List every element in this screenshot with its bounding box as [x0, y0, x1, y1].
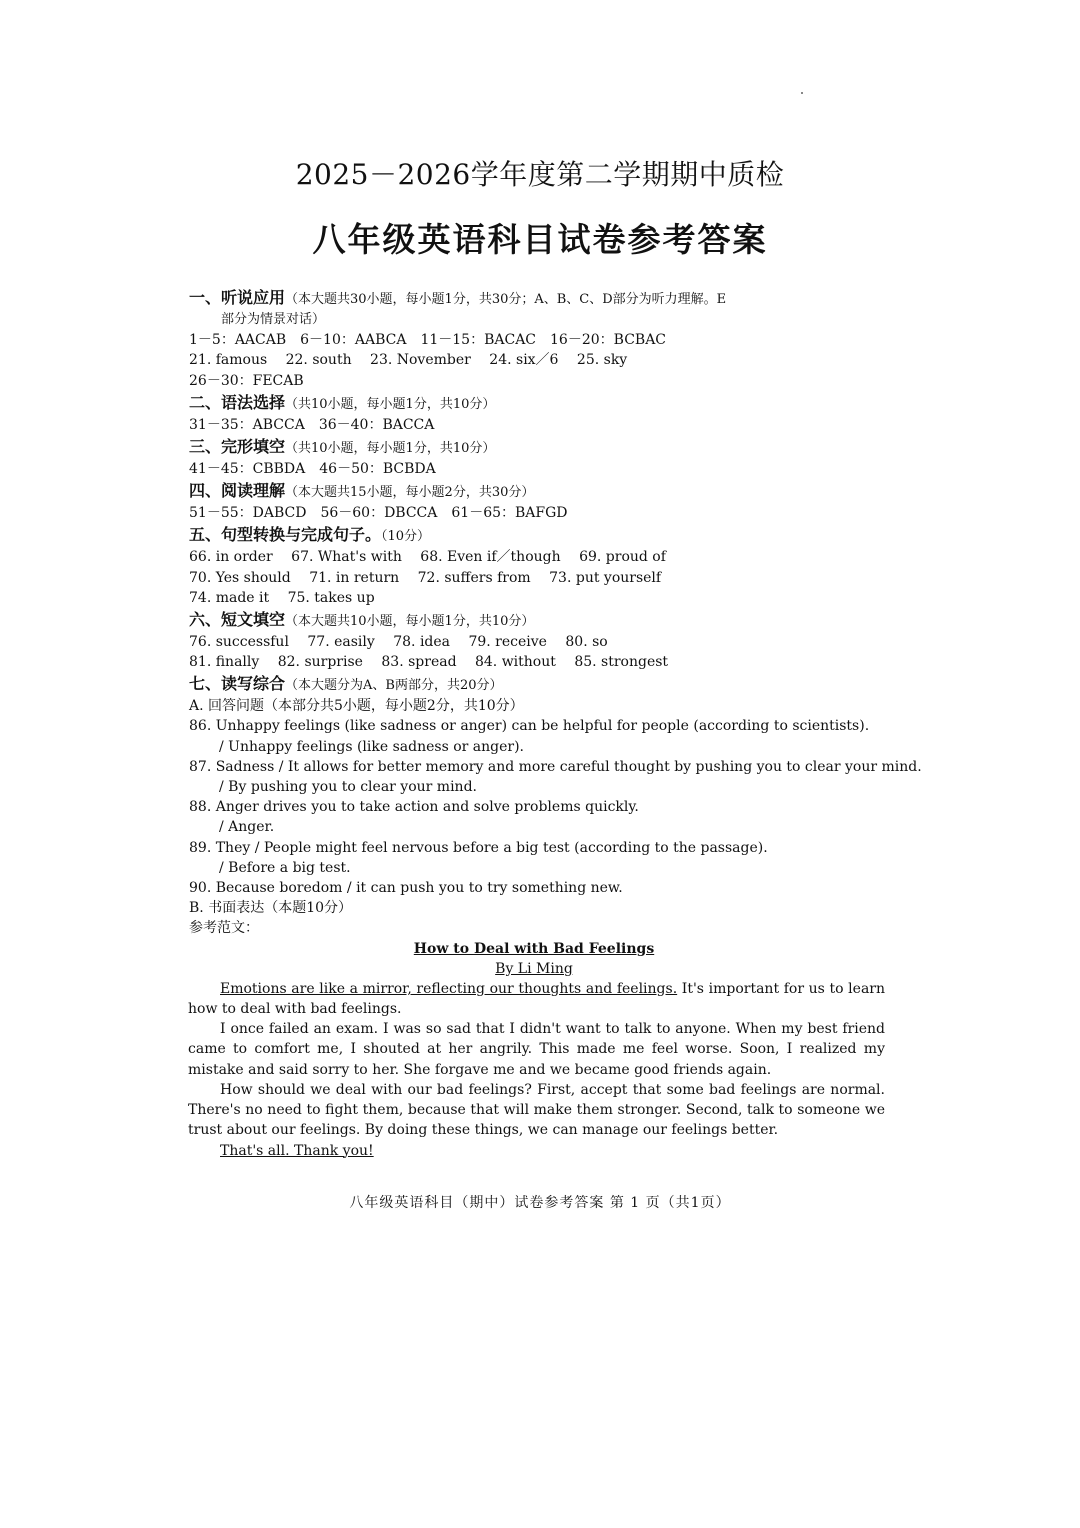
section-3-heading: [189, 435, 889, 459]
answer-89-alt: / Before a big test.: [219, 859, 351, 876]
section-note: （共10小题，每小题1分，共10分）: [285, 396, 496, 412]
essay-paragraph-2: [188, 1019, 885, 1080]
answer-line: 21. famous 22. south 23. November 24. six／6 25. sky: [189, 352, 628, 369]
answer-line: 31－35：ABCCA 36－40：BACCA: [189, 416, 435, 433]
answer-88: 88. Anger drives you to take action and solve problems quickly.: [189, 799, 639, 816]
section-6-heading: [189, 608, 889, 632]
answer-86-alt: / Unhappy feelings (like sadness or anger).: [219, 738, 524, 755]
answer-86: 86. Unhappy feelings (like sadness or anger) can be helpful for people (according to scientists).: [189, 718, 870, 735]
answer-88-alt: / Anger.: [219, 819, 275, 836]
answer-line: 1－5：AACAB 6－10：AABCA 11－15：BACAC 16－20：BCBAC: [189, 332, 667, 349]
part-a-heading: A. 回答问题（本部分共5小题，每小题2分，共10分）: [189, 698, 524, 715]
part-b-heading: B. 书面表达（本题10分）: [189, 900, 353, 917]
answer-body: [188, 286, 922, 1161]
section-2-heading: [189, 391, 889, 415]
page-footer: 八年级英语科目（期中）试卷参考答案 第 1 页（共1页）: [349, 1195, 731, 1211]
section-heading: 四、阅读理解: [189, 481, 286, 501]
section-heading: 三、完形填空: [189, 436, 286, 456]
section-heading: 二、语法选择: [189, 392, 286, 412]
section-note: （本大题共15小题，每小题2分，共30分）: [285, 485, 535, 501]
essay-opening-sentence: Emotions are like a mirror, reflecting our thoughts and feelings.: [220, 980, 678, 997]
answer-87-alt: / By pushing you to clear your mind.: [219, 779, 477, 795]
section-5-heading: [189, 523, 889, 547]
answer-line: 70. Yes should 71. in return 72. suffers from 73. put yourself: [189, 569, 662, 586]
section-heading: 五、句型转换与完成句子。: [189, 525, 382, 545]
answer-line: 74. made it 75. takes up: [189, 589, 375, 606]
essay-paragraph-1: [188, 979, 885, 1019]
section-note: （10分）: [381, 529, 431, 545]
section-note: （本大题共10小题，每小题1分，共10分）: [285, 613, 535, 629]
section-heading: 七、读写综合: [189, 674, 286, 694]
section-7-heading: [189, 672, 889, 696]
section-note: （本大题共30小题，每小题1分，共30分；A、B、C、D部分为听力理解。E: [285, 292, 727, 307]
essay-closing: That's all. Thank you!: [220, 1142, 374, 1159]
answer-line: 76. successful 77. easily 78. idea 79. receive 80. so: [189, 633, 608, 650]
answer-line: 26－30：FECAB: [189, 372, 304, 389]
section-heading: 六、短文填空: [189, 609, 286, 629]
essay-paragraph-4: [188, 1141, 885, 1161]
section-4-heading: [189, 479, 889, 503]
answer-line: 51－55：DABCD 56－60：DBCCA 61－65：BAFGD: [189, 505, 568, 522]
essay-paragraph-3-text: How should we deal with our bad feelings? First, accept that some bad feelings are normal. There's no need to fight them, because that will make them stronger. Second, talk to someone we trust about our feelings. By doing these things, we can manage our feelings better.: [188, 1081, 885, 1139]
section-1-heading: [189, 286, 889, 310]
essay-paragraph-1-rest: It's important for us to learn how to deal with bad feelings.: [188, 980, 885, 1018]
section-heading: 一、听说应用: [189, 288, 286, 307]
exam-term-title: 2025－2026学年度第二学期期中质检: [295, 158, 785, 191]
answer-line: 66. in order 67. What's with 68. Even if／though 69. proud of: [189, 549, 666, 566]
answer-key-title: 八年级英语科目试卷参考答案: [312, 220, 768, 259]
section-note: （共10小题，每小题1分，共10分）: [285, 440, 496, 456]
sample-essay-label: 参考范文：: [189, 920, 259, 937]
answer-87: 87. Sadness / It allows for better memory and more careful thought by pushing you to clear your mind.: [189, 758, 922, 775]
answer-90: 90. Because boredom / it can push you to try something new.: [189, 879, 623, 896]
answer-line: 81. finally 82. surprise 83. spread 84. without 85. strongest: [189, 654, 669, 671]
answer-89: 89. They / People might feel nervous before a big test (according to the passage).: [189, 839, 768, 856]
section-note-continued: 部分为情景对话）: [221, 312, 326, 327]
answer-line: 41－45：CBBDA 46－50：BCBDA: [189, 460, 436, 477]
essay-byline: By Li Ming: [495, 960, 573, 977]
section-note: （本大题分为A、B两部分，共20分）: [285, 678, 503, 694]
scan-speck: [801, 92, 803, 94]
essay-paragraph-3: [188, 1080, 885, 1141]
essay-paragraph-2-text: I once failed an exam. I was so sad that I didn't want to talk to anyone. When my best friend came to comfort me, I shouted at her angrily. This made me feel worse. Soon, I realized my mistake and said sorry to her. She forgave me and we became good friends again.: [188, 1021, 885, 1078]
essay-title: How to Deal with Bad Feelings: [413, 940, 655, 957]
